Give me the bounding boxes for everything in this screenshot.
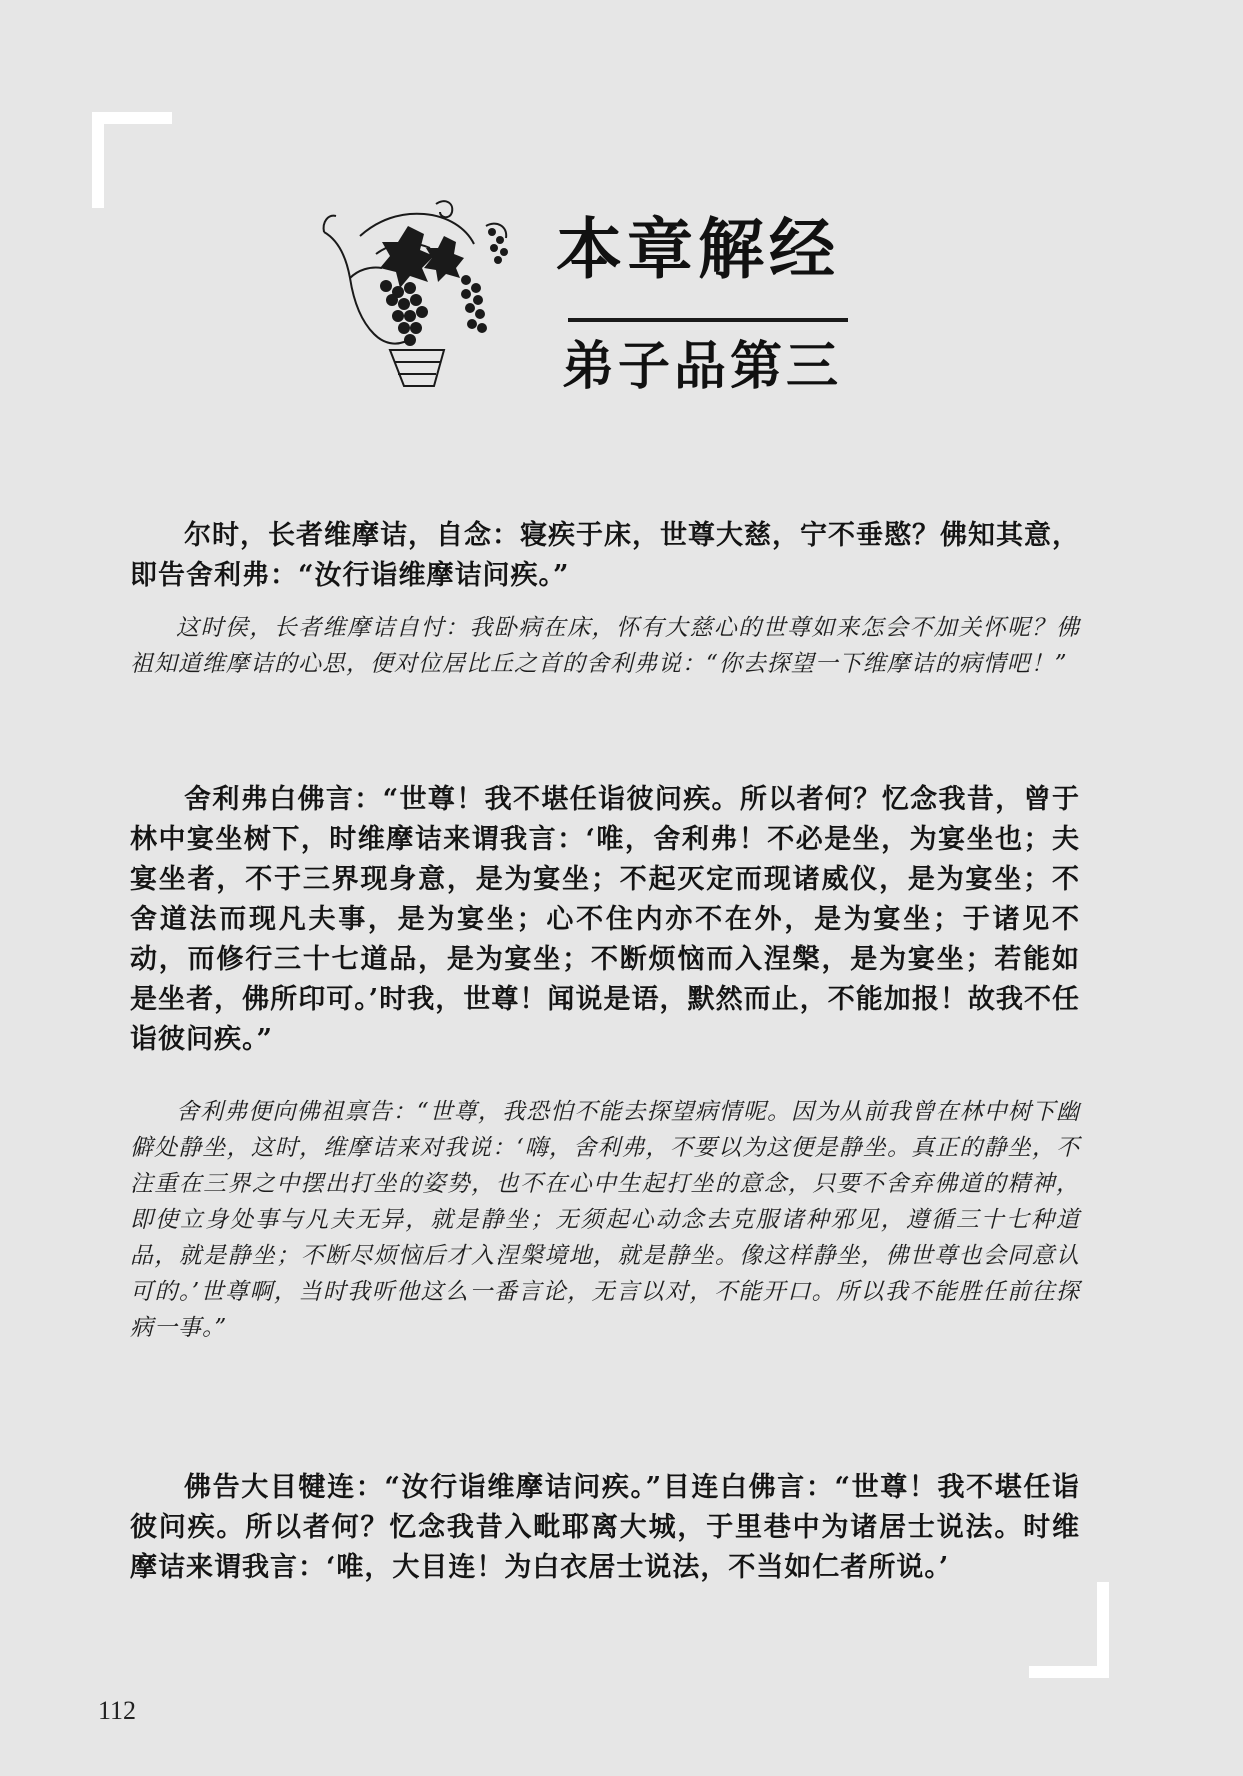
grape-vine-vase-icon [316, 196, 528, 392]
corner-bracket-bottom-right-horizontal [1029, 1666, 1109, 1678]
scripture-paragraph: 尔时，长者维摩诘，自念：寝疾于床，世尊大慈，宁不垂愍？佛知其意，即告舍利弗：“汝行诣维摩诘问疾。” [130, 520, 1080, 591]
scripture-paragraph: 舍利弗白佛言：“世尊！我不堪任诣彼问疾。所以者何？忆念我昔，曾于林中宴坐树下，时维摩诘来谓我言：‘唯，舍利弗！不必是坐，为宴坐也；夫宴坐者，不于三界现身意，是为宴坐；不起灭定而现诸威仪，是为宴坐；不舍道法而现凡夫事，是为宴坐；心不住内亦不在外，是为宴坐；于诸见不动，而修行三十七道品，是为宴坐；不断烦恼而入涅槃，是为宴坐；若能如是坐者，佛所印可。’时我，世尊！闻说是语，默然而止，不能加报！故我不任诣彼问疾。” [130, 784, 1080, 1055]
page-number: 112 [98, 1696, 137, 1725]
heading-divider [568, 318, 848, 322]
scripture-paragraph: 佛告大目犍连：“汝行诣维摩诘问疾。”目连白佛言：“世尊！我不堪任诣彼问疾。所以者何？忆念我昔入毗耶离大城，于里巷中为诸居士说法。时维摩诘来谓我言：‘唯，大目连！为白衣居士说法，不当如仁者所说。’ [130, 1472, 1080, 1583]
corner-bracket-top-left-horizontal [92, 112, 172, 124]
chapter-heading: 本章解经 [556, 211, 840, 288]
corner-bracket-top-left-vertical [92, 112, 104, 208]
chapter-subheading: 弟子品第三 [562, 337, 843, 397]
translation-paragraph: 舍利弗便向佛祖禀告：“世尊，我恐怕不能去探望病情呢。因为从前我曾在林中树下幽僻处静坐，这时，维摩诘来对我说：‘嗨，舍利弗，不要以为这便是静坐。真正的静坐，不注重在三界之中摆出打坐的姿势，也不在心中生起打坐的意念，只要不舍弃佛道的精神，即使立身处事与凡夫无异，就是静坐；无须起心动念去克服诸种邪见，遵循三十七种道品，就是静坐；不断尽烦恼后才入涅槃境地，就是静坐。像这样静坐，佛世尊也会同意认可的。’世尊啊，当时我听他这么一番言论，无言以对，不能开口。所以我不能胜任前往探病一事。” [130, 1099, 1080, 1341]
translation-paragraph: 这时侯，长者维摩诘自忖：我卧病在床，怀有大慈心的世尊如来怎会不加关怀呢？佛祖知道维摩诘的心思，便对位居比丘之首的舍利弗说：“你去探望一下维摩诘的病情吧！” [130, 615, 1080, 677]
corner-bracket-bottom-right-vertical [1097, 1582, 1109, 1678]
